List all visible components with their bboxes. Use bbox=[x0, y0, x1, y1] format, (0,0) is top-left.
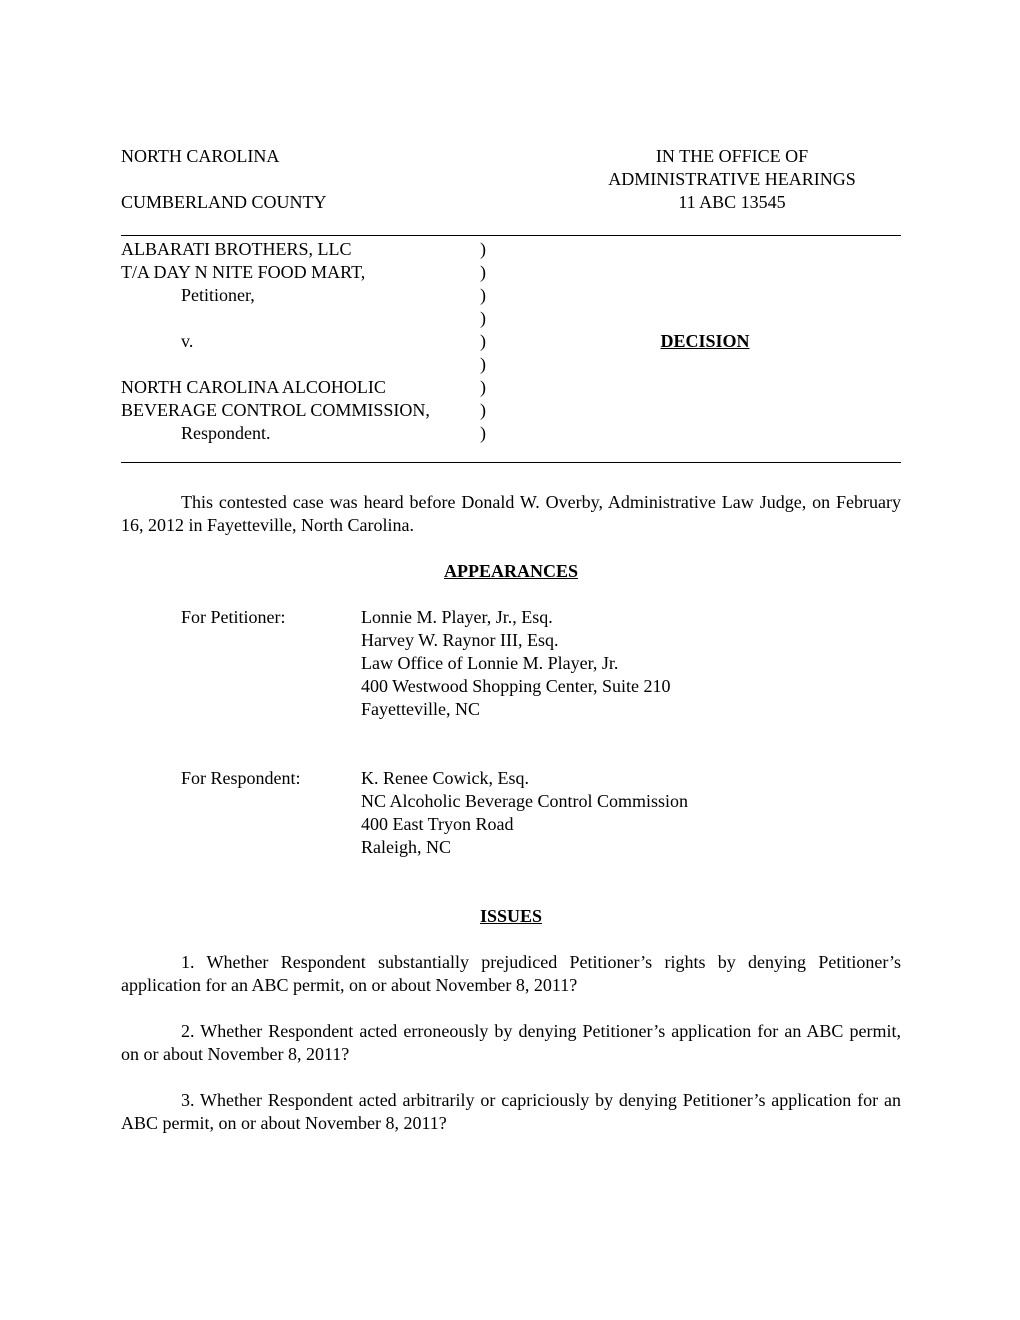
petitioner-counsel-label: For Petitioner: bbox=[181, 607, 286, 627]
petitioner-counsel-line: Fayetteville, NC bbox=[361, 699, 480, 719]
versus: v. bbox=[181, 331, 194, 351]
paren: ) bbox=[480, 308, 486, 328]
issue-item: 2. Whether Respondent acted erroneously by denying Petitioner’s application for an ABC permit, on or about November 8, 2011? bbox=[121, 1021, 901, 1064]
case-number: 11 ABC 13545 bbox=[678, 192, 786, 212]
paren: ) bbox=[480, 354, 486, 374]
petitioner-counsel-line: Lonnie M. Player, Jr., Esq. bbox=[361, 607, 553, 627]
petitioner-counsel-line: Harvey W. Raynor III, Esq. bbox=[361, 630, 559, 650]
issue-item: 1. Whether Respondent substantially prejudiced Petitioner’s rights by denying Petitioner’s application for an ABC permit, on or about November 8, 2011? bbox=[121, 952, 901, 995]
paren: ) bbox=[480, 400, 486, 420]
respondent-counsel-line: NC Alcoholic Beverage Control Commission bbox=[361, 791, 688, 811]
document-title: DECISION bbox=[660, 331, 750, 351]
paren: ) bbox=[480, 423, 486, 443]
petitioner-name-line2: T/A DAY N NITE FOOD MART, bbox=[121, 262, 366, 282]
paren: ) bbox=[480, 239, 486, 259]
respondent-name-line2: BEVERAGE CONTROL COMMISSION, bbox=[121, 400, 430, 420]
petitioner-role: Petitioner, bbox=[181, 285, 255, 305]
office-line1: IN THE OFFICE OF bbox=[655, 146, 809, 166]
petitioner-counsel-line: Law Office of Lonnie M. Player, Jr. bbox=[361, 653, 619, 673]
paren: ) bbox=[480, 262, 486, 282]
caption-divider-bottom bbox=[121, 462, 901, 463]
respondent-counsel-line: K. Renee Cowick, Esq. bbox=[361, 768, 529, 788]
petitioner-counsel-line: 400 Westwood Shopping Center, Suite 210 bbox=[361, 676, 671, 696]
office-line2: ADMINISTRATIVE HEARINGS bbox=[608, 169, 856, 189]
respondent-counsel-line: 400 East Tryon Road bbox=[361, 814, 514, 834]
issue-item: 3. Whether Respondent acted arbitrarily or capriciously by denying Petitioner’s application for an ABC permit, on or about November 8, 2011? bbox=[121, 1090, 901, 1133]
paren: ) bbox=[480, 331, 486, 351]
paren: ) bbox=[480, 285, 486, 305]
paren: ) bbox=[480, 377, 486, 397]
issues-heading: ISSUES bbox=[479, 906, 543, 926]
respondent-counsel-label: For Respondent: bbox=[181, 768, 301, 788]
appearances-heading: APPEARANCES bbox=[443, 561, 578, 581]
petitioner-name-line1: ALBARATI BROTHERS, LLC bbox=[121, 239, 352, 259]
intro-paragraph: This contested case was heard before Donald W. Overby, Administrative Law Judge, on February 16, 2012 in Fayetteville, North Carolina. bbox=[121, 492, 901, 535]
county-name: CUMBERLAND COUNTY bbox=[121, 192, 327, 212]
respondent-counsel-line: Raleigh, NC bbox=[361, 837, 451, 857]
caption-divider-top bbox=[121, 235, 901, 236]
state-name: NORTH CAROLINA bbox=[121, 146, 280, 166]
respondent-role: Respondent. bbox=[181, 423, 271, 443]
respondent-name-line1: NORTH CAROLINA ALCOHOLIC bbox=[121, 377, 386, 397]
